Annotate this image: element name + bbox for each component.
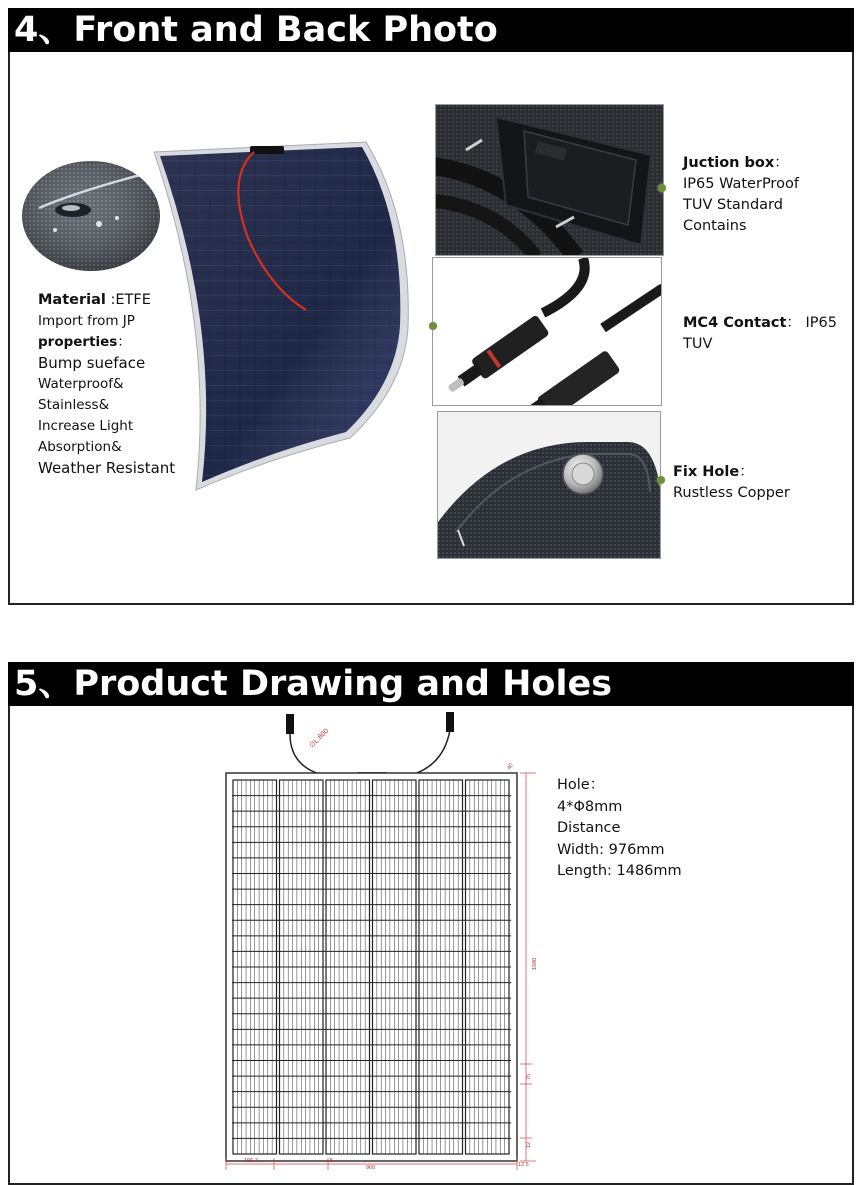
product-drawing — [220, 708, 546, 1170]
dim-right-a: 75 — [526, 1073, 532, 1080]
junction-box-text: Juction box： IP65 WaterProof TUV Standard Contains — [683, 155, 799, 234]
section-4-title: 4、Front and Back Photo — [8, 8, 854, 52]
fix-hole-indicator-dot — [657, 476, 665, 484]
mc4-connector-photo — [432, 257, 662, 406]
material-properties-text: Material :ETFE Import from JP properties： Bump sueface Waterproof& Stainless& Increase Light Absorption& Weather Resistant — [38, 292, 176, 477]
dim-bottom-left: 196.7 — [244, 1158, 258, 1164]
dim-top: 40 — [506, 762, 515, 771]
length-value: Length: 1486mm — [557, 863, 682, 879]
width-value: Width: 976mm — [557, 841, 665, 858]
junction-box-indicator-dot — [658, 184, 666, 192]
dim-right-long: 1580 — [532, 957, 538, 970]
junction-box-photo — [435, 104, 664, 256]
mc4-indicator-dot — [429, 322, 437, 330]
connector-left — [286, 714, 294, 734]
hole-count: 4*Φ8mm — [557, 798, 623, 815]
connector-right — [446, 712, 454, 732]
fix-hole-text: Fix Hole： Rustless Copper — [673, 464, 790, 501]
hole-spec-text — [557, 775, 682, 883]
mc4-contact-text: MC4 Contact： IP65 TUV — [683, 315, 837, 352]
dim-right-b: 12 — [526, 1141, 532, 1148]
dim-bottom-right: 12.5 — [518, 1162, 529, 1168]
output-cable — [290, 727, 450, 779]
section-5-title: 5、Product Drawing and Holes — [8, 662, 854, 706]
dim-bottom-small: 5 — [330, 1158, 334, 1164]
fix-hole-photo — [437, 411, 661, 559]
flexible-solar-panel-photo — [150, 138, 420, 496]
hole-label: Hole： — [557, 777, 605, 793]
dim-bottom-mid: 960 — [366, 1165, 376, 1170]
cable-length-label: ∅L:800 — [308, 727, 331, 750]
waterproof-closeup-photo — [21, 160, 161, 272]
distance-label: Distance — [557, 820, 621, 836]
